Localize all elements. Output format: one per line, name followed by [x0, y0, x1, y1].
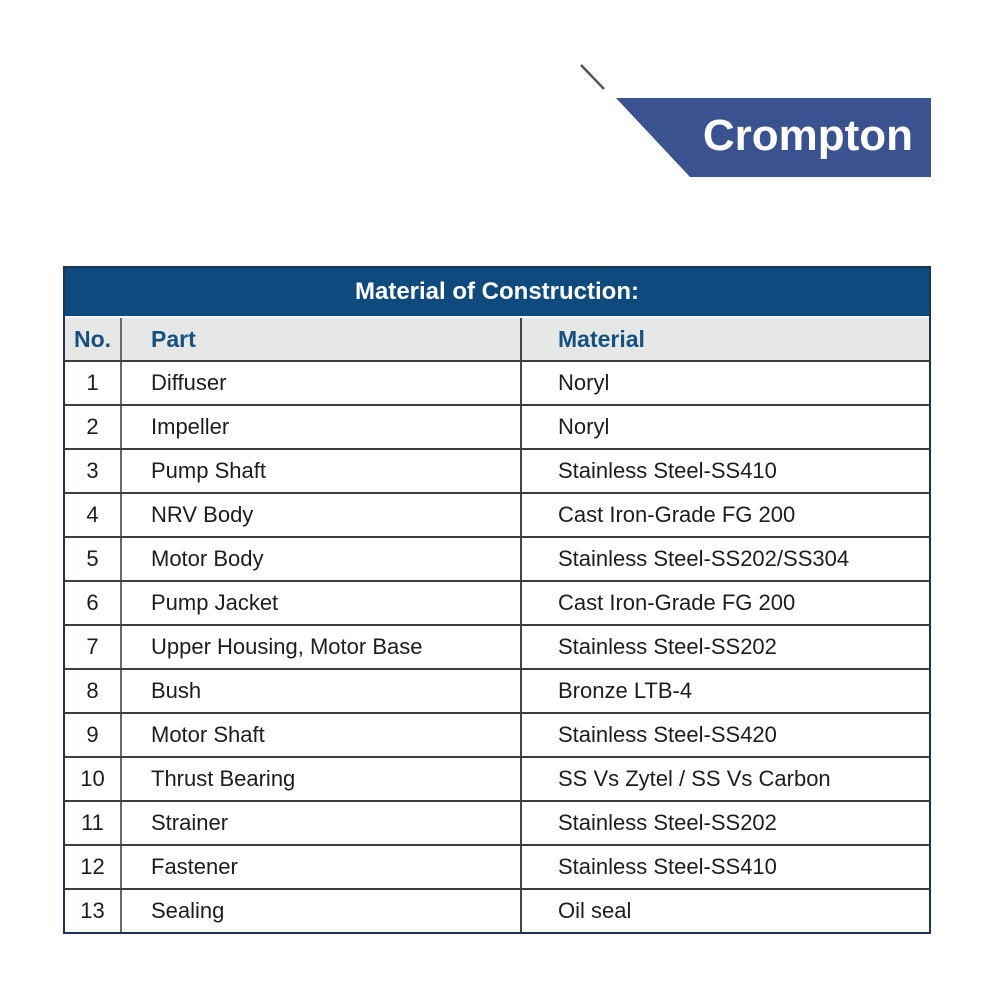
cell-part: Strainer	[120, 802, 520, 844]
logo-accent-line	[581, 65, 604, 89]
table-row	[65, 536, 929, 580]
table-row	[65, 888, 929, 932]
cell-part: Diffuser	[120, 362, 520, 404]
cell-no: 8	[86, 678, 99, 703]
cell-no: 3	[86, 458, 99, 483]
cell-material: Oil seal	[520, 890, 929, 932]
logo-brand-text: Crompton	[702, 110, 913, 160]
cell-material: Stainless Steel-SS202	[520, 802, 929, 844]
table-row	[65, 668, 929, 712]
table-title: Material of Construction:	[65, 268, 929, 318]
table-row	[65, 492, 929, 536]
cell-part: Upper Housing, Motor Base	[120, 626, 520, 668]
cell-material: Cast Iron-Grade FG 200	[520, 582, 929, 624]
cell-material: Noryl	[520, 406, 929, 448]
table-row	[65, 624, 929, 668]
cell-material: Stainless Steel-SS410	[520, 846, 929, 888]
table-header-row	[65, 318, 929, 362]
cell-part: NRV Body	[120, 494, 520, 536]
table-row	[65, 404, 929, 448]
column-header-material: Material	[520, 318, 929, 360]
table-body	[65, 362, 929, 932]
table-row	[65, 756, 929, 800]
cell-no: 10	[80, 766, 105, 791]
cell-no: 1	[86, 370, 99, 395]
cell-no: 6	[86, 590, 99, 615]
material-of-construction-table	[63, 266, 931, 934]
brand-logo	[570, 55, 940, 185]
cell-no: 4	[86, 502, 99, 527]
table-row	[65, 712, 929, 756]
cell-part: Pump Shaft	[120, 450, 520, 492]
cell-material: Noryl	[520, 362, 929, 404]
cell-part: Impeller	[120, 406, 520, 448]
cell-material: SS Vs Zytel / SS Vs Carbon	[520, 758, 929, 800]
cell-part: Pump Jacket	[120, 582, 520, 624]
table-row	[65, 448, 929, 492]
cell-no: 2	[86, 414, 99, 439]
column-header-part: Part	[120, 318, 520, 360]
cell-material: Cast Iron-Grade FG 200	[520, 494, 929, 536]
cell-material: Stainless Steel-SS202	[520, 626, 929, 668]
cell-no: 5	[86, 546, 99, 571]
table-row	[65, 844, 929, 888]
cell-part: Bush	[120, 670, 520, 712]
cell-part: Motor Shaft	[120, 714, 520, 756]
cell-material: Bronze LTB-4	[520, 670, 929, 712]
column-header-no: No.	[73, 325, 112, 352]
cell-part: Motor Body	[120, 538, 520, 580]
cell-no: 11	[81, 810, 104, 835]
cell-material: Stainless Steel-SS420	[520, 714, 929, 756]
cell-part: Sealing	[120, 890, 520, 932]
cell-part: Thrust Bearing	[120, 758, 520, 800]
table-row	[65, 580, 929, 624]
table-row	[65, 362, 929, 404]
table-row	[65, 800, 929, 844]
cell-no: 9	[86, 722, 99, 747]
cell-no: 12	[80, 854, 105, 879]
cell-no: 13	[80, 898, 105, 923]
cell-material: Stainless Steel-SS410	[520, 450, 929, 492]
cell-part: Fastener	[120, 846, 520, 888]
cell-no: 7	[86, 634, 99, 659]
cell-material: Stainless Steel-SS202/SS304	[520, 538, 929, 580]
